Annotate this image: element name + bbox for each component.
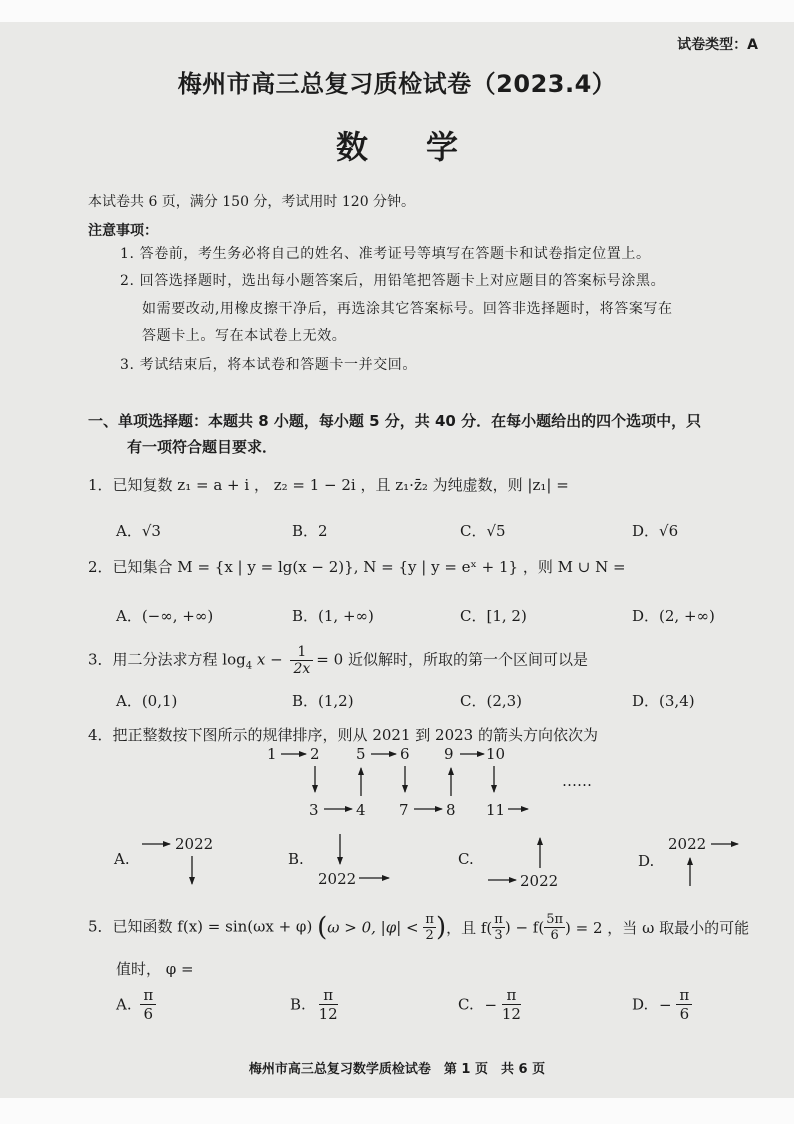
notice-title: 注意事项： (88, 223, 158, 239)
figure-number-5: 5 (356, 745, 366, 763)
question-4-stem: 4．把正整数按下图所示的规律排序，则从 2021 到 2023 的箭头方向依次为 (88, 726, 598, 744)
figure-number-2: 2 (310, 745, 320, 763)
question-5-stem-line2: 值时， φ = (116, 960, 194, 978)
question-5-stem (88, 912, 749, 943)
question-5-stem-a: 5．已知函数 f(x) = sin(ωx + φ) (88, 917, 313, 936)
question-3-frac-num: 1 (290, 644, 313, 661)
question-3-option-c: C．(2,3) (460, 692, 523, 710)
question-2-stem: 2．已知集合 M = {x | y = lg(x − 2)}, N = {y | y = eˣ + 1} ，则 M ∪ N = (88, 558, 626, 576)
question-5-frac-5pi: 5π (546, 912, 564, 927)
question-1-option-b: B．2 (292, 522, 328, 540)
question-5-frac-3: 3 (494, 928, 503, 943)
question-1-option-a: A．√3 (116, 522, 161, 540)
question-4-option-d-letter: D. (638, 852, 655, 870)
figure-number-10: 10 (486, 745, 506, 763)
notice-item-2-cont2: 答题卡上。写在本试卷上无效。 (142, 328, 347, 344)
exam-intro: 本试卷共 6 页，满分 150 分，考试用时 120 分钟。 (88, 194, 416, 210)
exam-title: 梅州市高三总复习质检试卷（2023.4） (177, 70, 617, 98)
question-5-option-c (458, 986, 521, 1023)
question-5-option-b-den: 12 (318, 1005, 338, 1023)
question-1-stem: 1．已知复数 z₁ = a + i ， z₂ = 1 − 2i ，且 z₁·z̄₂ 为纯虚数，则 |z₁| = (88, 476, 569, 494)
question-5-stem-b: ，且 f( (446, 919, 493, 937)
question-5-option-c-letter: C. (458, 995, 474, 1014)
question-4-option-a-letter: A. (114, 850, 130, 868)
question-3-stem-mid: x − (252, 650, 283, 669)
question-5-stem-c: ) − f( (504, 918, 545, 937)
question-5-pi-over-2 (423, 912, 436, 943)
question-5-option-a-den: 6 (143, 1005, 154, 1023)
subject-heading: 数学 (335, 128, 516, 166)
question-5-left-paren: ( (317, 912, 328, 943)
question-5-frac-6: 6 (550, 928, 559, 943)
question-5-option-a-fraction (140, 986, 156, 1023)
question-1-option-c: C．√5 (460, 522, 506, 540)
figure-number-7: 7 (399, 801, 409, 819)
figure-number-11: 11 (486, 801, 506, 819)
question-3-stem-prefix: 3．用二分法求方程 log (88, 650, 246, 669)
question-5-option-b-fraction (319, 986, 338, 1023)
question-5-option-b-letter: B. (290, 995, 306, 1014)
question-5-5pi-over-6 (544, 912, 565, 943)
question-5-frac-den: 2 (425, 928, 434, 943)
figure-number-6: 6 (400, 745, 410, 763)
page-footer: 梅州市高三总复习数学质检试卷 第 1 页 共 6 页 (248, 1062, 546, 1077)
question-3-option-a: A．(0,1) (116, 692, 178, 710)
question-5-option-c-sign: − (484, 995, 498, 1014)
question-4-option-b-letter: B. (288, 850, 304, 868)
question-5-option-d-den: 6 (679, 1005, 690, 1023)
question-4-option-b-number: 2022 (318, 870, 357, 888)
figure-number-4: 4 (356, 801, 366, 819)
section-heading-cont: 有一项符合题目要求． (127, 438, 278, 456)
figure-number-8: 8 (446, 801, 456, 819)
question-4-option-d-number: 2022 (668, 835, 707, 853)
figure-ellipsis: …… (562, 772, 592, 790)
question-5-option-a-letter: A. (116, 995, 132, 1014)
question-5-option-b-num: π (319, 986, 338, 1005)
question-2-option-d: D．(2, +∞) (632, 607, 715, 625)
question-5-option-c-den: 12 (501, 1005, 521, 1023)
question-2-option-b: B．(1, +∞) (292, 607, 374, 625)
question-5-frac-pi: π (494, 912, 503, 927)
notice-item-2: 2. 回答选择题时，选出每小题答案后，用铅笔把答题卡上对应题目的答案标号涂黑。 (120, 273, 666, 289)
question-3-frac-den: 2x (293, 661, 311, 677)
question-5-option-b (290, 986, 338, 1023)
question-5-condition: ω > 0, |φ| < (327, 918, 419, 937)
question-2-option-c: C．[1, 2) (460, 607, 527, 625)
question-5-pi-over-3 (492, 912, 505, 943)
question-3-stem-suffix: = 0 近似解时，所取的第一个区间可以是 (316, 650, 588, 669)
question-3-option-d: D．(3,4) (632, 692, 695, 710)
section-heading: 一、单项选择题：本题共 8 小题，每小题 5 分，共 40 分．在每小题给出的四个选项中，只 (88, 412, 702, 430)
question-5-option-d-letter: D. (632, 995, 649, 1014)
exam-type-label: 试卷类型：A (677, 37, 758, 53)
question-5-stem-d: ) = 2 ，当 ω 取最小的可能 (565, 919, 750, 937)
question-5-option-d-sign: − (659, 995, 672, 1014)
question-4-option-c-letter: C. (458, 850, 474, 868)
question-4-option-a-number: 2022 (175, 835, 214, 853)
question-5-option-c-num: π (502, 986, 521, 1005)
notice-item-2-cont: 如需要改动,用橡皮擦干净后，再选涂其它答案标号。回答非选择题时，将答案写在 (142, 301, 673, 317)
question-5-option-a (116, 986, 156, 1023)
question-5-option-d-num: π (676, 986, 692, 1005)
question-5-frac-num: π (425, 912, 434, 927)
question-5-option-d-fraction (676, 986, 692, 1023)
question-2-option-a: A．(−∞, +∞) (116, 607, 214, 625)
notice-item-1: 1. 答卷前，考生务必将自己的姓名、准考证号等填写在答题卡和试卷指定位置上。 (120, 246, 651, 262)
question-3-log-base: 4 (245, 660, 253, 672)
question-5-option-d (632, 986, 692, 1023)
question-5-option-a-num: π (140, 986, 156, 1005)
question-5-option-c-fraction (502, 986, 521, 1023)
figure-number-9: 9 (444, 745, 454, 763)
notice-item-3: 3. 考试结束后，将本试卷和答题卡一并交回。 (120, 357, 418, 373)
figure-number-3: 3 (309, 801, 319, 819)
question-5-right-paren: ) (435, 912, 447, 943)
question-4-option-c-number: 2022 (520, 872, 559, 890)
question-3-option-b: B．(1,2) (292, 692, 354, 710)
figure-number-1: 1 (267, 745, 277, 763)
question-1-option-d: D．√6 (632, 522, 679, 540)
